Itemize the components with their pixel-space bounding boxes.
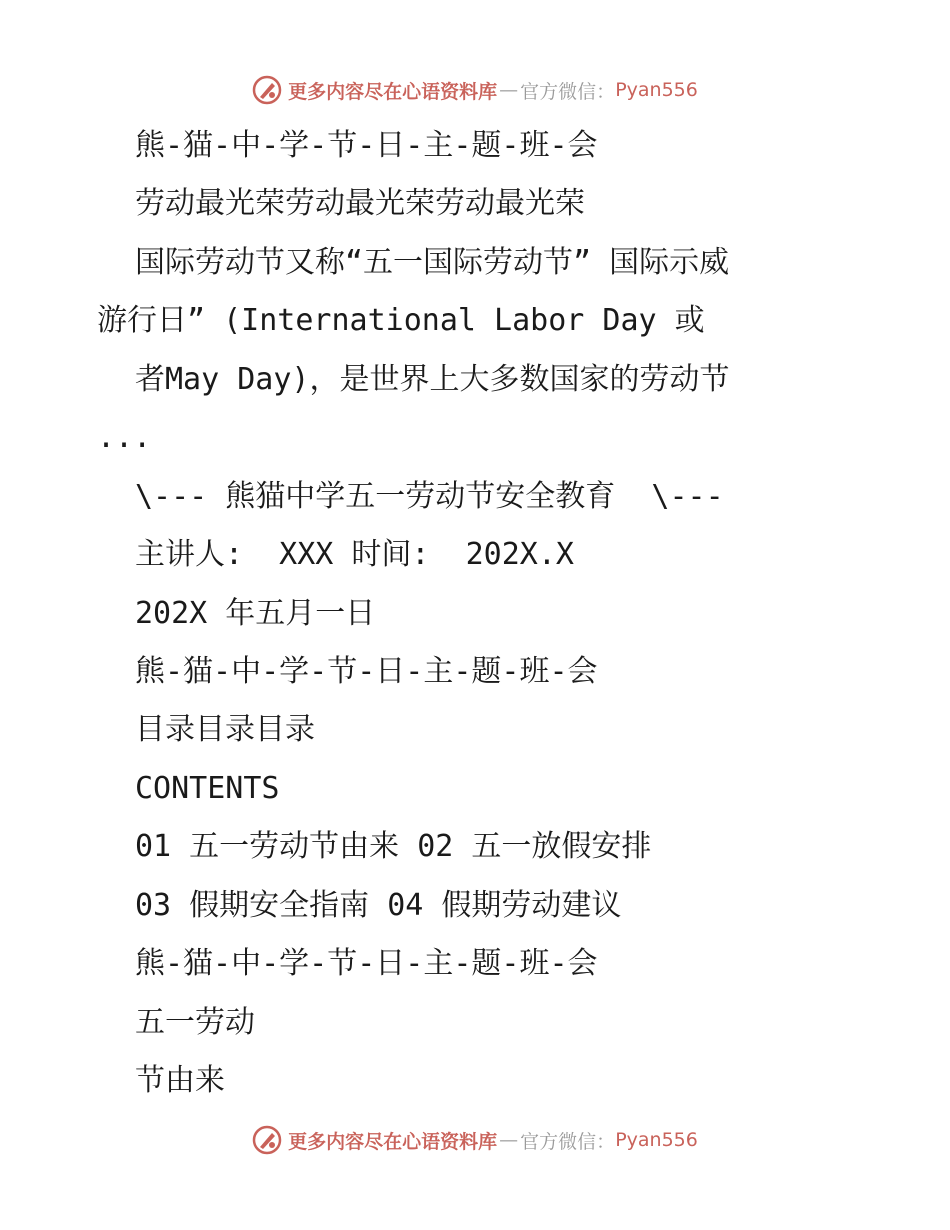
- watermark-brand-text: 更多内容尽在心语资料库: [288, 80, 498, 103]
- watermark-contact-id: Pyan556: [615, 79, 698, 101]
- line-section-2: 节由来: [135, 1063, 225, 1098]
- line-speaker-time: 主讲人: XXX 时间: 202X.X: [135, 537, 574, 572]
- line-subtitle: \--- 熊猫中学五一劳动节安全教育 \---: [135, 479, 724, 514]
- watermark-contact-label: 官方微信：: [520, 80, 616, 103]
- line-intro-1: 国际劳动节又称“五一国际劳动节” 国际示威: [135, 245, 730, 280]
- line-section-1: 五一劳动: [135, 1005, 255, 1040]
- line-contents: CONTENTS: [135, 771, 280, 806]
- line-toc-heading: 目录目录目录: [135, 712, 315, 747]
- watermark-brand-text: 更多内容尽在心语资料库: [288, 1130, 498, 1153]
- watermark-dash: —: [499, 1129, 519, 1151]
- line-slogan: 劳动最光荣劳动最光荣劳动最光荣: [135, 186, 585, 221]
- line-title-2: 熊-猫-中-学-节-日-主-题-班-会: [135, 654, 598, 689]
- line-title-1: 熊-猫-中-学-节-日-主-题-班-会: [135, 128, 598, 163]
- line-date: 202X 年五月一日: [135, 596, 376, 631]
- watermark-contact-label: 官方微信：: [520, 1130, 616, 1153]
- pen-seal-icon: [252, 75, 282, 105]
- header-watermark: [0, 72, 950, 108]
- pen-seal-icon: [252, 1125, 282, 1155]
- line-toc-1: 01 五一劳动节由来 02 五一放假安排: [135, 829, 652, 864]
- line-ellipsis: ...: [97, 420, 152, 455]
- line-intro-3: 者May Day)，是世界上大多数国家的劳动节: [135, 362, 730, 397]
- line-title-3: 熊-猫-中-学-节-日-主-题-班-会: [135, 946, 598, 981]
- line-intro-2: 游行日” (International Labor Day 或: [97, 303, 705, 338]
- watermark-contact-id: Pyan556: [615, 1129, 698, 1151]
- line-toc-2: 03 假期安全指南 04 假期劳动建议: [135, 888, 622, 923]
- footer-watermark: [0, 1122, 950, 1158]
- watermark-dash: —: [499, 79, 519, 101]
